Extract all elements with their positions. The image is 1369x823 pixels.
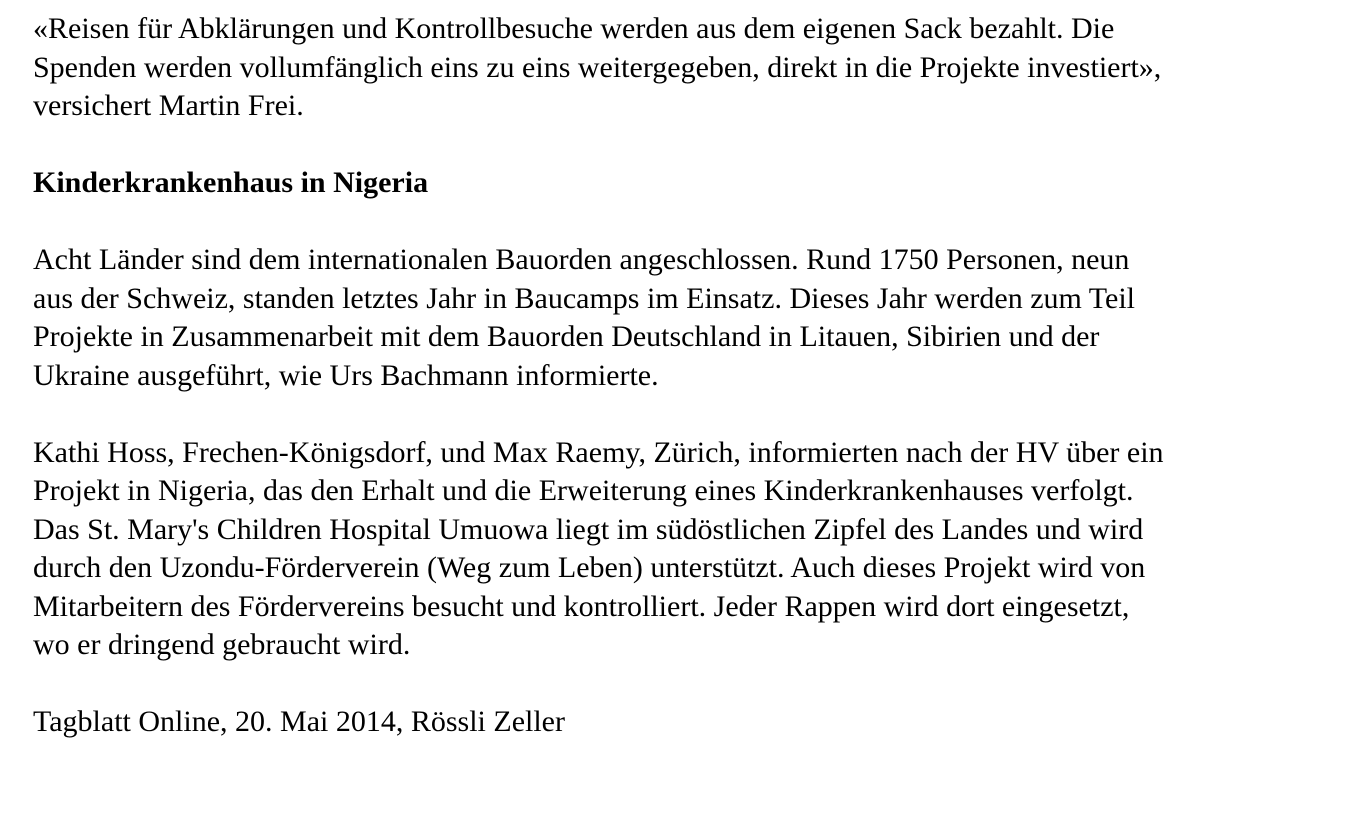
- document-body: [33, 10, 1353, 742]
- text-line: Acht Länder sind dem internationalen Bauorden angeschlossen. Rund 1750 Personen, neun: [33, 243, 1130, 276]
- text-line: versichert Martin Frei.: [33, 89, 304, 122]
- text-line: Projekte in Zusammenarbeit mit dem Bauorden Deutschland in Litauen, Sibirien und der: [33, 320, 1100, 353]
- text-line: Das St. Mary's Children Hospital Umuowa liegt im südöstlichen Zipfel des Landes und wird: [33, 512, 1144, 546]
- text-line: Kathi Hoss, Frechen-Königsdorf, und Max Raemy, Zürich, informierten nach der HV über ein: [33, 435, 1164, 469]
- text-line: Projekt in Nigeria, das den Erhalt und die Erweiterung eines Kinderkrankenhauses verfolgt.: [33, 474, 1134, 507]
- paragraph-gap: [33, 395, 1353, 434]
- text-line: Mitarbeitern des Fördervereins besucht und kontrolliert. Jeder Rappen wird dort eingesetzt,: [33, 589, 1130, 623]
- paragraph-bauorden: [33, 241, 1353, 395]
- paragraph-gap: [33, 665, 1353, 704]
- text-line: Ukraine ausgeführt, wie Urs Bachmann informierte.: [33, 358, 659, 392]
- section-heading: Kinderkrankenhaus in Nigeria: [33, 166, 429, 199]
- paragraph-gap: [33, 203, 1353, 242]
- text-line: «Reisen für Abklärungen und Kontrollbesuche werden aus dem eigenen Sack bezahlt. Die: [33, 12, 1115, 45]
- text-line: wo er dringend gebraucht wird.: [33, 628, 411, 661]
- source-line: Tagblatt Online, 20. Mai 2014, Rössli Zeller: [33, 705, 565, 738]
- text-line: Spenden werden vollumfänglich eins zu eins weitergegeben, direkt in die Projekte investiert»,: [33, 50, 1162, 84]
- paragraph-nigeria: [33, 434, 1353, 665]
- text-line: aus der Schweiz, standen letztes Jahr in Baucamps im Einsatz. Dieses Jahr werden zum Teil: [33, 281, 1136, 315]
- text-line: durch den Uzondu-Förderverein (Weg zum Leben) unterstützt. Auch dieses Projekt wird von: [33, 551, 1146, 584]
- paragraph-quote: [33, 10, 1353, 126]
- paragraph-gap: [33, 126, 1353, 165]
